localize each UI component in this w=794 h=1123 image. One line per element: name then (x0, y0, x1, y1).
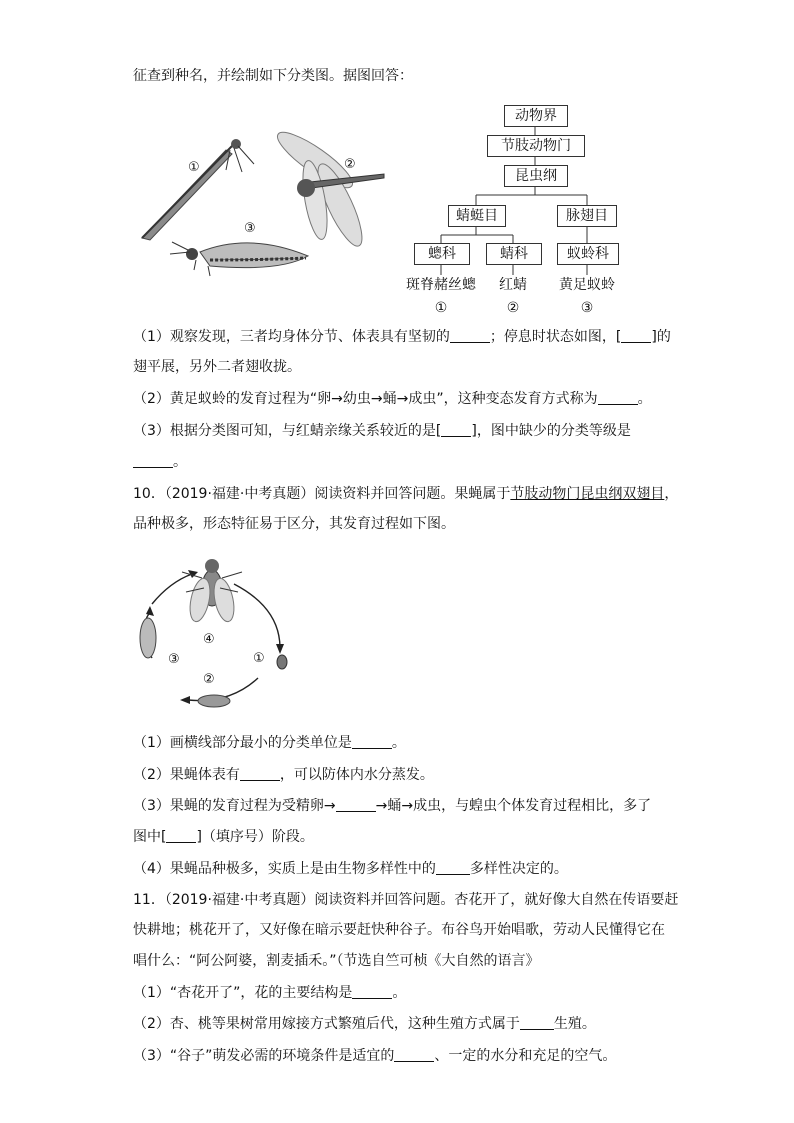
tree-number-3: ③ (580, 300, 594, 316)
adult-fly-drawing (182, 559, 242, 623)
tree-kingdom: 动物界 (504, 105, 568, 127)
q10-item-4: （4）果蝇品种极多，实质上是由生物多样性中的 多样性决定的。 (133, 861, 568, 877)
q10-item-3-cont: 图中[ ]（填序号）阶段。 (133, 829, 314, 845)
insect-number-3: ③ (244, 221, 256, 236)
answer-blank[interactable] (621, 328, 651, 343)
q9-item-3: （3）根据分类图可知，与红蜻亲缘关系较近的是[ ]，图中缺少的分类等级是 (133, 423, 631, 439)
q10-stem: 10．（2019·福建·中考真题）阅读资料并回答问题。果蝇属于节肢动物门昆虫纲双翅目， (133, 486, 679, 502)
tree-order-1: 蜻蜓目 (448, 205, 506, 227)
q9-item-1: （1）观察发现，三者均身体分节、体表具有坚韧的 ；停息时状态如图，[ ]的 (133, 329, 671, 345)
q11-stem-3: 唱什么：“阿公阿婆，割麦插禾。”（节选自竺可桢《大自然的语言》 (133, 953, 540, 969)
answer-blank[interactable] (133, 453, 173, 468)
answer-blank[interactable] (240, 766, 280, 781)
tree-phylum: 节肢动物门 (487, 135, 585, 157)
q11-item-3: （3）“谷子”萌发必需的环境条件是适宜的 、一定的水分和充足的空气。 (133, 1048, 617, 1064)
answer-blank[interactable] (352, 734, 392, 749)
fly-stage-2: ② (203, 672, 215, 687)
tree-species-2: 红蜻 (499, 277, 527, 293)
q9-item-1-cont: 翅平展，另外二者翅收拢。 (133, 359, 301, 375)
q11-item-1: （1）“杏花开了”，花的主要结构是 。 (133, 985, 407, 1001)
answer-blank[interactable] (336, 797, 376, 812)
tree-family-3: 蚁蛉科 (557, 243, 619, 265)
q11-item-2: （2）杏、桃等果树常用嫁接方式繁殖后代，这种生殖方式属于 生殖。 (133, 1016, 596, 1032)
q10-stem-cont: 品种极多，形态特征易于区分，其发育过程如下图。 (133, 516, 455, 532)
dragonfly-drawing (271, 124, 384, 250)
answer-blank[interactable] (441, 422, 471, 437)
answer-blank[interactable] (450, 328, 490, 343)
answer-blank[interactable] (436, 860, 470, 875)
q11-stem-1: 11．（2019·福建·中考真题）阅读资料并回答问题。杏花开了，就好像大自然在传语要赶 (133, 892, 679, 908)
tree-class: 昆虫纲 (504, 165, 568, 187)
tree-species-1: 斑脊赭丝蟌 (406, 277, 476, 293)
answer-blank[interactable] (394, 1047, 434, 1062)
q9-item-3-cont: 。 (133, 452, 674, 472)
fly-stage-3: ③ (168, 652, 180, 667)
q10-item-1: （1）画横线部分最小的分类单位是 。 (133, 735, 406, 751)
insects-figure (130, 120, 400, 280)
answer-blank[interactable] (166, 828, 196, 843)
answer-blank[interactable] (352, 984, 392, 999)
fruitfly-lifecycle-figure (130, 548, 300, 718)
antlion-drawing (170, 242, 308, 276)
q10-item-2: （2）果蝇体表有 ，可以防体内水分蒸发。 (133, 767, 434, 783)
insect-number-2: ② (344, 157, 356, 172)
q11-stem-2: 快耕地；桃花开了，又好像在暗示要赶快种谷子。布谷鸟开始唱歌，劳动人民懂得它在 (133, 922, 665, 938)
intro-line: 征查到种名，并绘制如下分类图。据图回答： (133, 68, 413, 84)
answer-blank[interactable] (520, 1015, 554, 1030)
tree-family-2: 蜻科 (486, 243, 542, 265)
fly-stage-4: ④ (203, 632, 215, 647)
insect-number-1: ① (188, 160, 200, 175)
fly-stage-1: ① (253, 651, 265, 666)
tree-order-2: 脉翅目 (557, 205, 617, 227)
tree-number-2: ② (506, 300, 520, 316)
q9-item-2: （2）黄足蚁蛉的发育过程为“卵→幼虫→蛹→成虫”，这种变态发育方式称为 。 (133, 391, 652, 407)
tree-number-1: ① (434, 300, 448, 316)
tree-species-3: 黄足蚁蛉 (559, 277, 615, 293)
tree-family-1: 蟌科 (414, 243, 470, 265)
q10-item-3: （3）果蝇的发育过程为受精卵→ →蛹→成虫，与蝗虫个体发育过程相比，多了 (133, 798, 652, 814)
answer-blank[interactable] (598, 390, 638, 405)
damselfly-drawing (142, 139, 254, 240)
